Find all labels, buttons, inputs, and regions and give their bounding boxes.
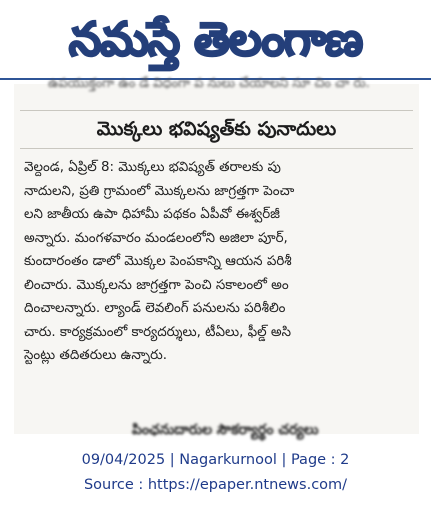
body-line: లని జాతీయ ఉపా ధిహామీ పథకం ఏపీవో ఈశ్వర్‌జీ [24, 207, 280, 222]
newspaper-masthead [0, 0, 431, 80]
body-line: చారు. కార్యక్రమంలో కార్యదర్శులు, టీఏలు, ఫీల్డ్ అసి [24, 324, 292, 340]
previous-article-fragment: ఉపయుక్తంగా ఉం డే విధంగా ప నులు చేయాలని సూ చిం చా రు. [48, 76, 370, 91]
body-line: స్టెంట్లు తదితరులు ఉన్నారు. [24, 348, 167, 363]
body-line: వెల్దండ, ఏప్రిల్ 8: మొక్కలు భవిష్యత్ తరాలకు పు [24, 160, 281, 175]
date-edition-page: 09/04/2025 | Nagarkurnool | Page : 2 [81, 452, 350, 468]
body-line: అన్నారు. మంగళవారం మండలంలోని అజిలా పూర్, [24, 230, 288, 246]
divider-top [20, 110, 413, 111]
source-link[interactable]: Source : https://epaper.ntnews.com/ [83, 477, 348, 493]
clipping-footer [0, 448, 431, 498]
body-line: లించారు. మొక్కలను జాగ్రత్తగా పెంచి సకాలంలో అం [24, 277, 289, 293]
article-clipping [14, 76, 419, 438]
body-line: నాదులని, ప్రతి గ్రామంలో మొక్కలను జాగ్రత్తగా పెంచా [24, 183, 295, 199]
article-headline: మొక్కలు భవిష్యత్‌కు పునాదులు [96, 118, 337, 140]
divider-headline [20, 148, 413, 149]
next-article-fragment: పింఛనుదారుల సౌకర్యార్థం చర్యలు [132, 422, 319, 438]
masthead-logo: నమస్తే తెలంగాణ [68, 12, 363, 66]
body-line: దించాలన్నారు. ల్యాండ్ లెవలింగ్ పనులను పరిశీలిం [24, 301, 286, 316]
body-line: కుందారంతం డాలో మొక్కల పెంపకాన్ని ఆయన పరిశీ [24, 254, 292, 269]
article-body [24, 156, 414, 368]
